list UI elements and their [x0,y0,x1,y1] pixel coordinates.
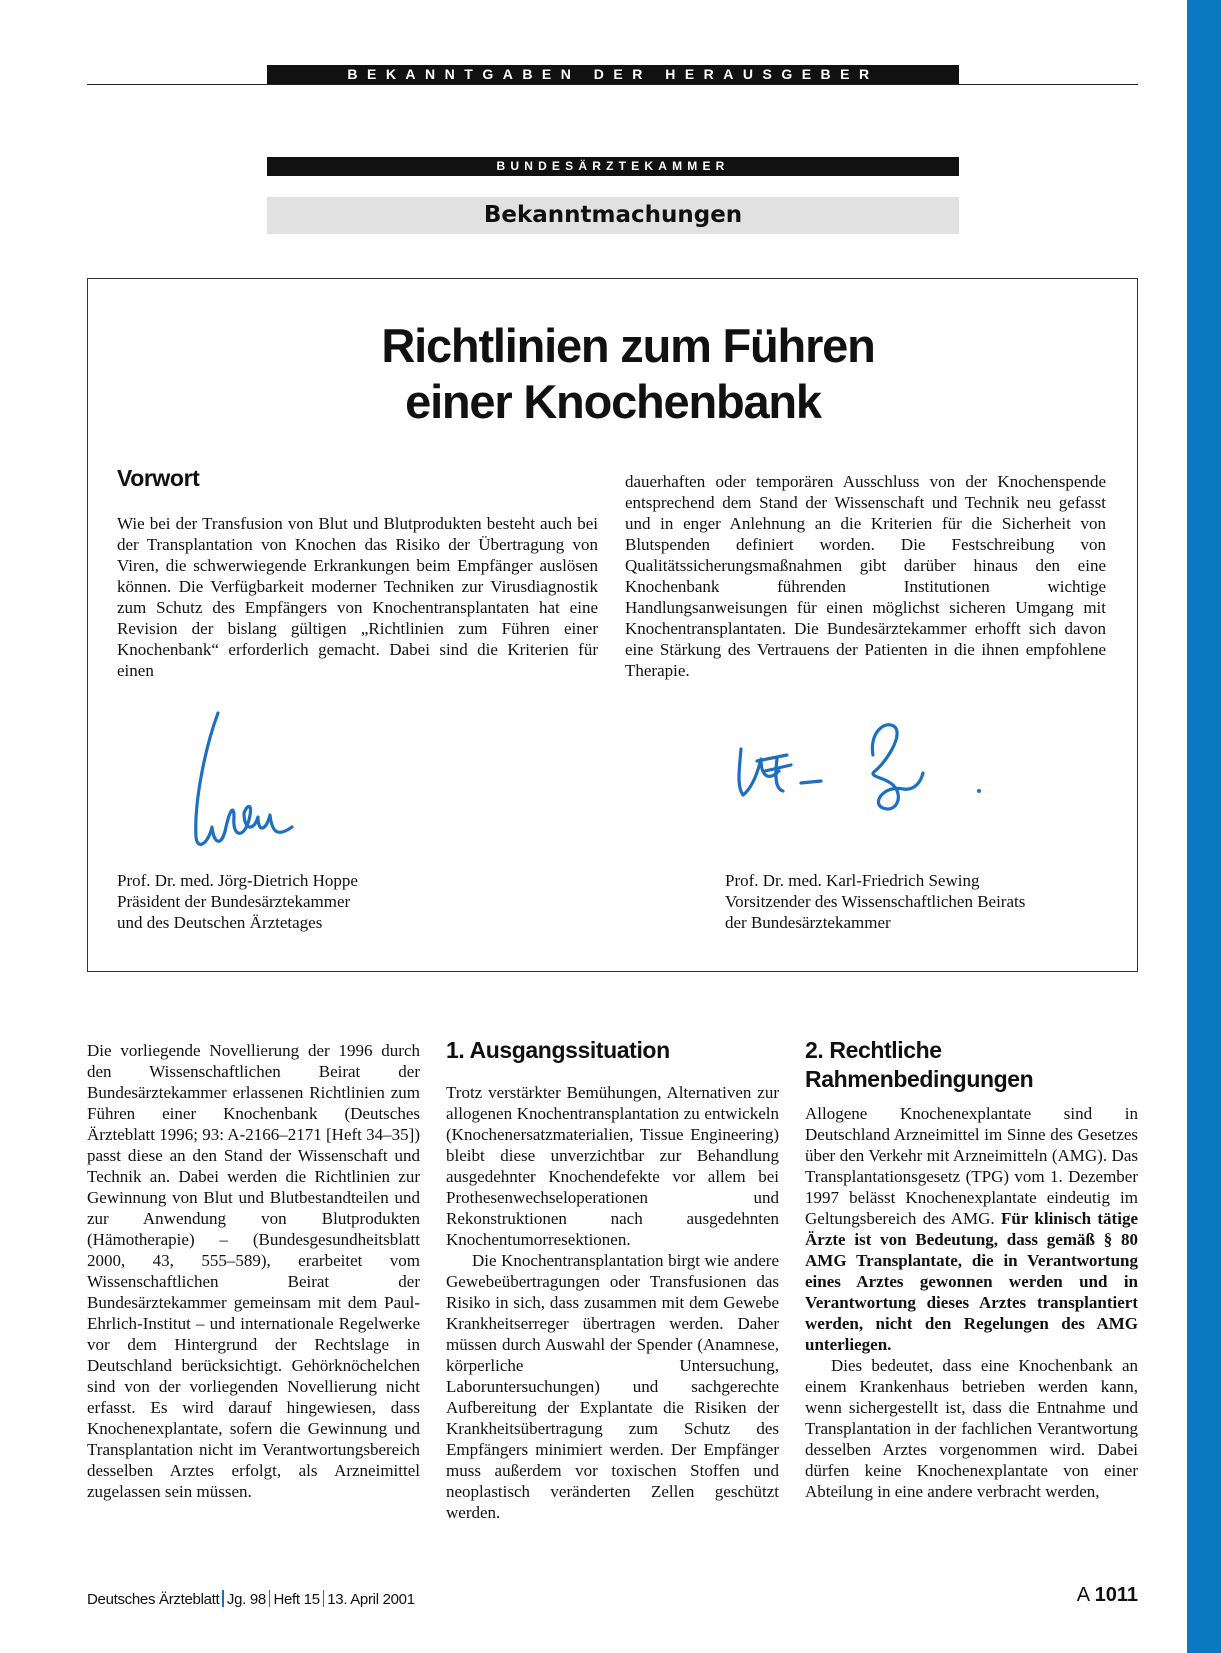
body-intro-text: Die vorliegende Novellierung der 1996 durch den Wissenschaftlichen Beirat der Bundesärztekammer erlassenen Richtlinien zum Führen einer Knochenbank (Deutsches Ärzteblatt 1996; 93: A-2166–2171 [Heft 34–35]) passt diese an den Stand der Wissenschaft und Technik an. Dabei werden die Richtlinien zur Gewinnung von Blut und Blutbestandteilen und zur Anwendung von Blutprodukten (Hämotherapie) – (Bundesgesundheitsblatt 2000, 43, 555–589), erarbeitet vom Wissenschaftlichen Beirat der Bundesärztekammer gemeinsam mit dem Paul-Ehrlich-Institut – und internationale Regelwerke vor dem Hintergrund der Rechtslage in Deutschland berücksichtigt. Gehörknöchelchen sind von der vorliegenden Novellierung nicht erfasst. Es wird darauf hingewiesen, dass Knochenexplantate, sofern die Gewinnung und Transplantation nicht im Verantwortungsbereich desselben Arztes erfolgt, als Arzneimittel zugelassen sein müssen. [87,1041,420,1501]
title-line-2: einer Knochenbank [405,375,821,428]
section-2-heading-line-1: 2. Rechtliche [805,1037,942,1063]
signature-sewing [735,715,995,845]
page-prefix: A [1076,1584,1090,1606]
body-column-1 [87,1040,420,1502]
footer-separator [269,1590,271,1607]
foreword-column-2 [625,471,1106,681]
footer-journal: Deutsches Ärzteblatt [87,1591,220,1608]
organization-bar: BUNDESÄRZTEKAMMER [267,157,959,176]
subtitle-bar: Bekanntmachungen [267,197,959,234]
section-2-paragraph-1-bold: Für klinisch tätige Ärzte ist von Bedeutung, dass gemäß § 80 AMG Transplantate, die in Verantwortung eines Arztes gewonnen werden und in Verantwortung dieses Arztes transplantiert werden, nicht den Regelungen des AMG unterliegen. [805,1209,1138,1354]
section-2-paragraph-1-text: Allogene Knochenexplantate sind in Deutschland Arzneimittel im Sinne des Gesetzes über den Verkehr mit Arzneimitteln (AMG). Das Transplantationsgesetz (TPG) vom 1. Dezember 1997 belässt Knochenexplantate eindeutig im Geltungsbereich des AMG. [805,1104,1138,1228]
footer-volume: Jg. 98 [226,1591,266,1608]
signatory-left-name: Prof. Dr. med. Jörg-Dietrich Hoppe [117,871,358,890]
header-rule [87,84,1138,85]
section-1-paragraph-2: Die Knochentransplantation birgt wie andere Gewebeübertragungen oder Transfusionen das Risiko in sich, dass zusammen mit dem Gewebe Krankheitserreger übertragen werden. Daher müssen durch Auswahl der Spender (Anamnese, körperliche Untersuchung, Laboruntersuchungen) und sachgerechte Aufbereitung der Explantate die Risiken der Krankheitsübertragung zum Schutz des Empfängers minimiert werden. Der Empfänger muss außerdem vor toxischen Stoffen und neoplastisch veränderten Zellen geschützt werden. [446,1251,779,1522]
section-2-paragraph-1 [805,1103,1138,1355]
signatory-right [725,870,1025,933]
section-2-heading [805,1036,1033,1094]
section-1-heading: 1. Ausgangssituation [446,1037,670,1063]
foreword-heading: Vorwort [117,465,200,491]
right-edge-color-bar [1187,0,1221,1653]
foreword-text-1: Wie bei der Transfusion von Blut und Blutprodukten besteht auch bei der Transplantation von Knochen das Risiko der Übertragung von Viren, die schwerwiegende Erkrankungen beim Empfänger auslösen können. Die Verfügbarkeit moderner Techniken zur Virusdiagnostik zum Schutz des Empfängers von Knochentransplantaten hat eine Revision der bislang gültigen „Richtlinien zum Führen einer Knochenbank“ erforderlich gemacht. Dabei sind die Kriterien für einen [117,514,598,680]
footer-issue: Heft 15 [273,1591,320,1608]
section-2-heading-line-2: Rahmenbedingungen [805,1066,1034,1092]
signatory-right-name: Prof. Dr. med. Karl-Friedrich Sewing [725,871,980,890]
foreword-column-1 [117,513,598,681]
footer-date: 13. April 2001 [327,1591,415,1608]
section-header-bar: BEKANNTGABEN DER HERAUSGEBER [267,65,959,84]
footer-separator [323,1590,325,1607]
section-2-paragraph-2: Dies bedeutet, dass eine Knochenbank an einem Krankenhaus betrieben werden kann, wenn sichergestellt ist, dass die Entnahme und Transplantation in der fachlichen Verantwortung desselben Arztes vorgenommen wird. Dabei dürfen keine Knochenexplantate von einer Abteilung in eine andere verbracht werden, [805,1356,1138,1501]
foreword-text-2: dauerhaften oder temporären Ausschluss von der Knochenspende entsprechend dem Stand der Wissenschaft und Technik neu gefasst und in enger Anlehnung an die Kriterien für die Sicherheit von Blutspenden definiert worden. Die Festschreibung von Qualitätssicherungsmaßnahmen gibt darüber hinaus den eine Knochenbank führenden Institutionen wichtige Handlungsanweisungen für einen möglichst sicheren Umgang mit Knochentransplantaten. Die Bundesärztekammer erhofft sich davon eine Stärkung des Vertrauens der Patienten in die ihnen empfohlene Therapie. [625,472,1106,680]
section-1-paragraph-1: Trotz verstärkter Bemühungen, Alternativen zur allogenen Knochentransplantation zu entwickeln (Knochenersatzmaterialien, Tissue Engineering) bleibt diese unverzichtbar zur Behandlung ausgedehnter Knochendefekte vor allem bei Prothesenwechseloperationen und Rekonstruktionen nach ausgedehnten Knochentumorresektionen. [446,1083,779,1249]
signatory-left [117,870,358,933]
signatory-left-role-1: Präsident der Bundesärztekammer [117,892,351,911]
footer-separator [222,1590,224,1607]
title-line-1: Richtlinien zum Führen [381,319,875,372]
signatory-right-role-2: der Bundesärztekammer [725,913,891,932]
body-column-3 [805,1103,1138,1502]
footer-citation [87,1590,415,1608]
signature-hoppe [180,705,310,855]
article-title [262,318,964,430]
page-number-value: 1011 [1094,1584,1138,1606]
page-footer [87,1584,1138,1614]
signatory-left-role-2: und des Deutschen Ärztetages [117,913,323,932]
signatory-right-role-1: Vorsitzender des Wissenschaftlichen Beirats [725,892,1026,911]
page-number [1077,1584,1138,1607]
body-column-2 [446,1082,779,1523]
